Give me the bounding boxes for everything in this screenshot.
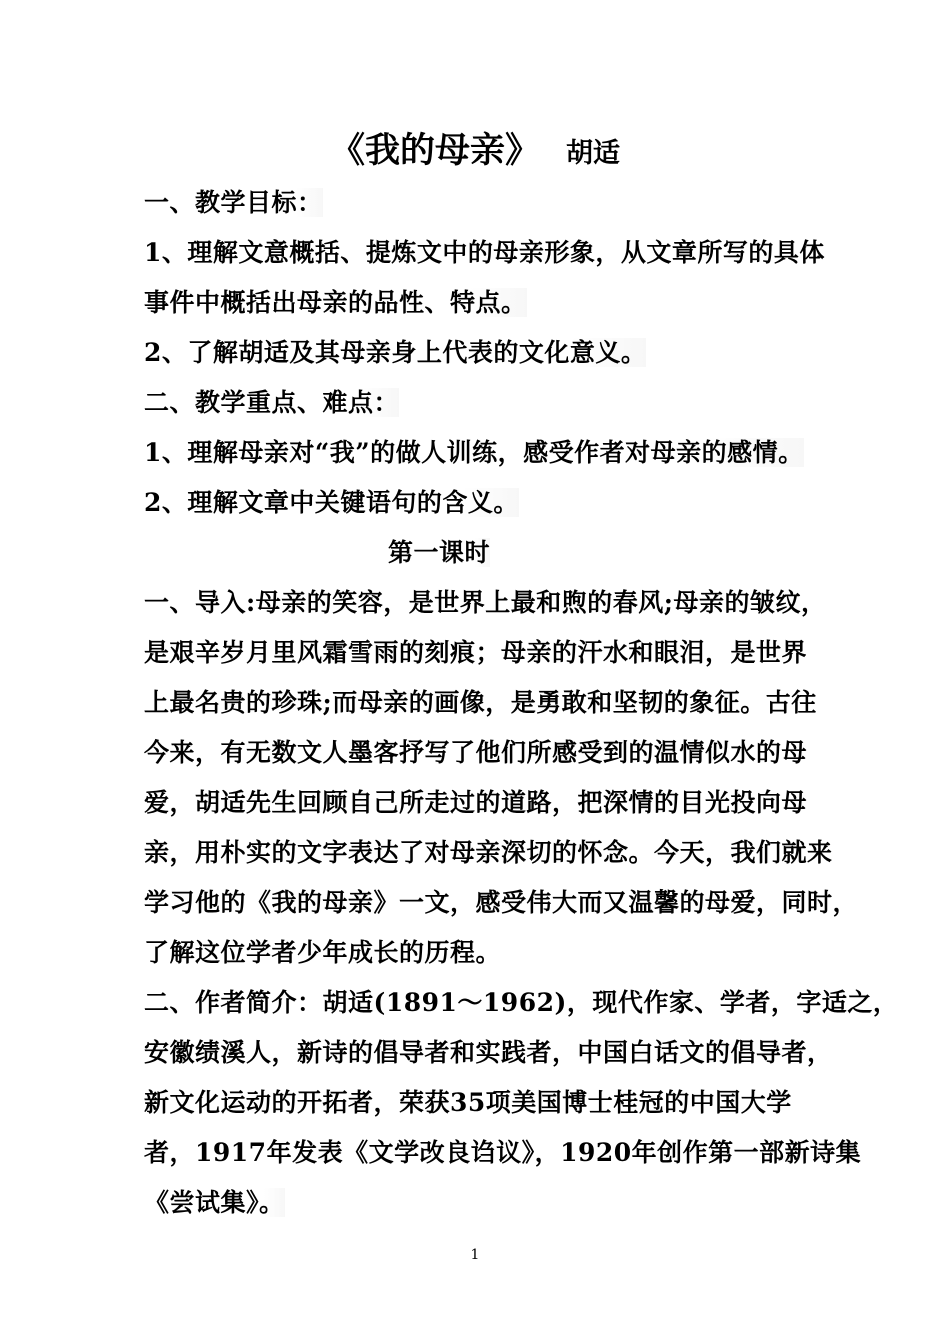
lesson-heading: 第一课时: [387, 538, 490, 567]
section-heading-objectives: 一、教学目标：: [144, 188, 323, 217]
intro-line-5: 爱，胡适先生回顾自己所走过的道路，把深情的目光投向母: [144, 788, 808, 817]
intro-line-3: 上最名贵的珍珠;而母亲的画像，是勇敢和坚韧的象征。古往: [144, 688, 817, 717]
author-bio-line-5: 《尝试集》。: [144, 1188, 285, 1217]
section-heading-key-points: 二、教学重点、难点：: [144, 388, 400, 417]
page-number: 1: [470, 1247, 480, 1263]
key-point-2: 2、理解文章中关键语句的含义。: [144, 488, 519, 517]
intro-line-4: 今来，有无数文人墨客抒写了他们所感受到的温情似水的母: [144, 738, 808, 767]
objective-1-line-1: 1、理解文意概括、提炼文中的母亲形象，从文章所写的具体: [144, 238, 825, 267]
intro-line-8: 了解这位学者少年成长的历程。: [144, 938, 502, 967]
document-author: 胡适: [566, 138, 620, 169]
objective-2: 2、了解胡适及其母亲身上代表的文化意义。: [144, 338, 647, 367]
intro-line-1: 一、导入:母亲的笑容，是世界上最和煦的春风;母亲的皱纹，: [144, 588, 827, 617]
intro-line-2: 是艰辛岁月里风霜雪雨的刻痕；母亲的汗水和眼泪，是世界: [144, 638, 808, 667]
author-bio-line-4: 者，1917年发表《文学改良诌议》，1920年创作第一部新诗集: [144, 1138, 862, 1167]
author-bio-line-1: 二、作者简介：胡适(1891～1962)，现代作家、学者，字适之，: [144, 988, 899, 1017]
intro-line-6: 亲，用朴实的文字表达了对母亲深切的怀念。今天，我们就来: [144, 838, 833, 867]
intro-line-7: 学习他的《我的母亲》一文，感受伟大而又温馨的母爱，同时，: [144, 888, 859, 917]
key-point-1: 1、理解母亲对“我”的做人训练，感受作者对母亲的感情。: [144, 438, 804, 467]
objective-1-line-2: 事件中概括出母亲的品性、特点。: [144, 288, 527, 317]
author-bio-line-2: 安徽绩溪人，新诗的倡导者和实践者，中国白话文的倡导者，: [144, 1038, 833, 1067]
author-bio-line-3: 新文化运动的开拓者，荣获35项美国博士桂冠的中国大学: [144, 1088, 792, 1117]
document-body: [144, 178, 899, 1228]
title-row: [0, 124, 950, 184]
document-title: 《我的母亲》: [329, 130, 540, 171]
